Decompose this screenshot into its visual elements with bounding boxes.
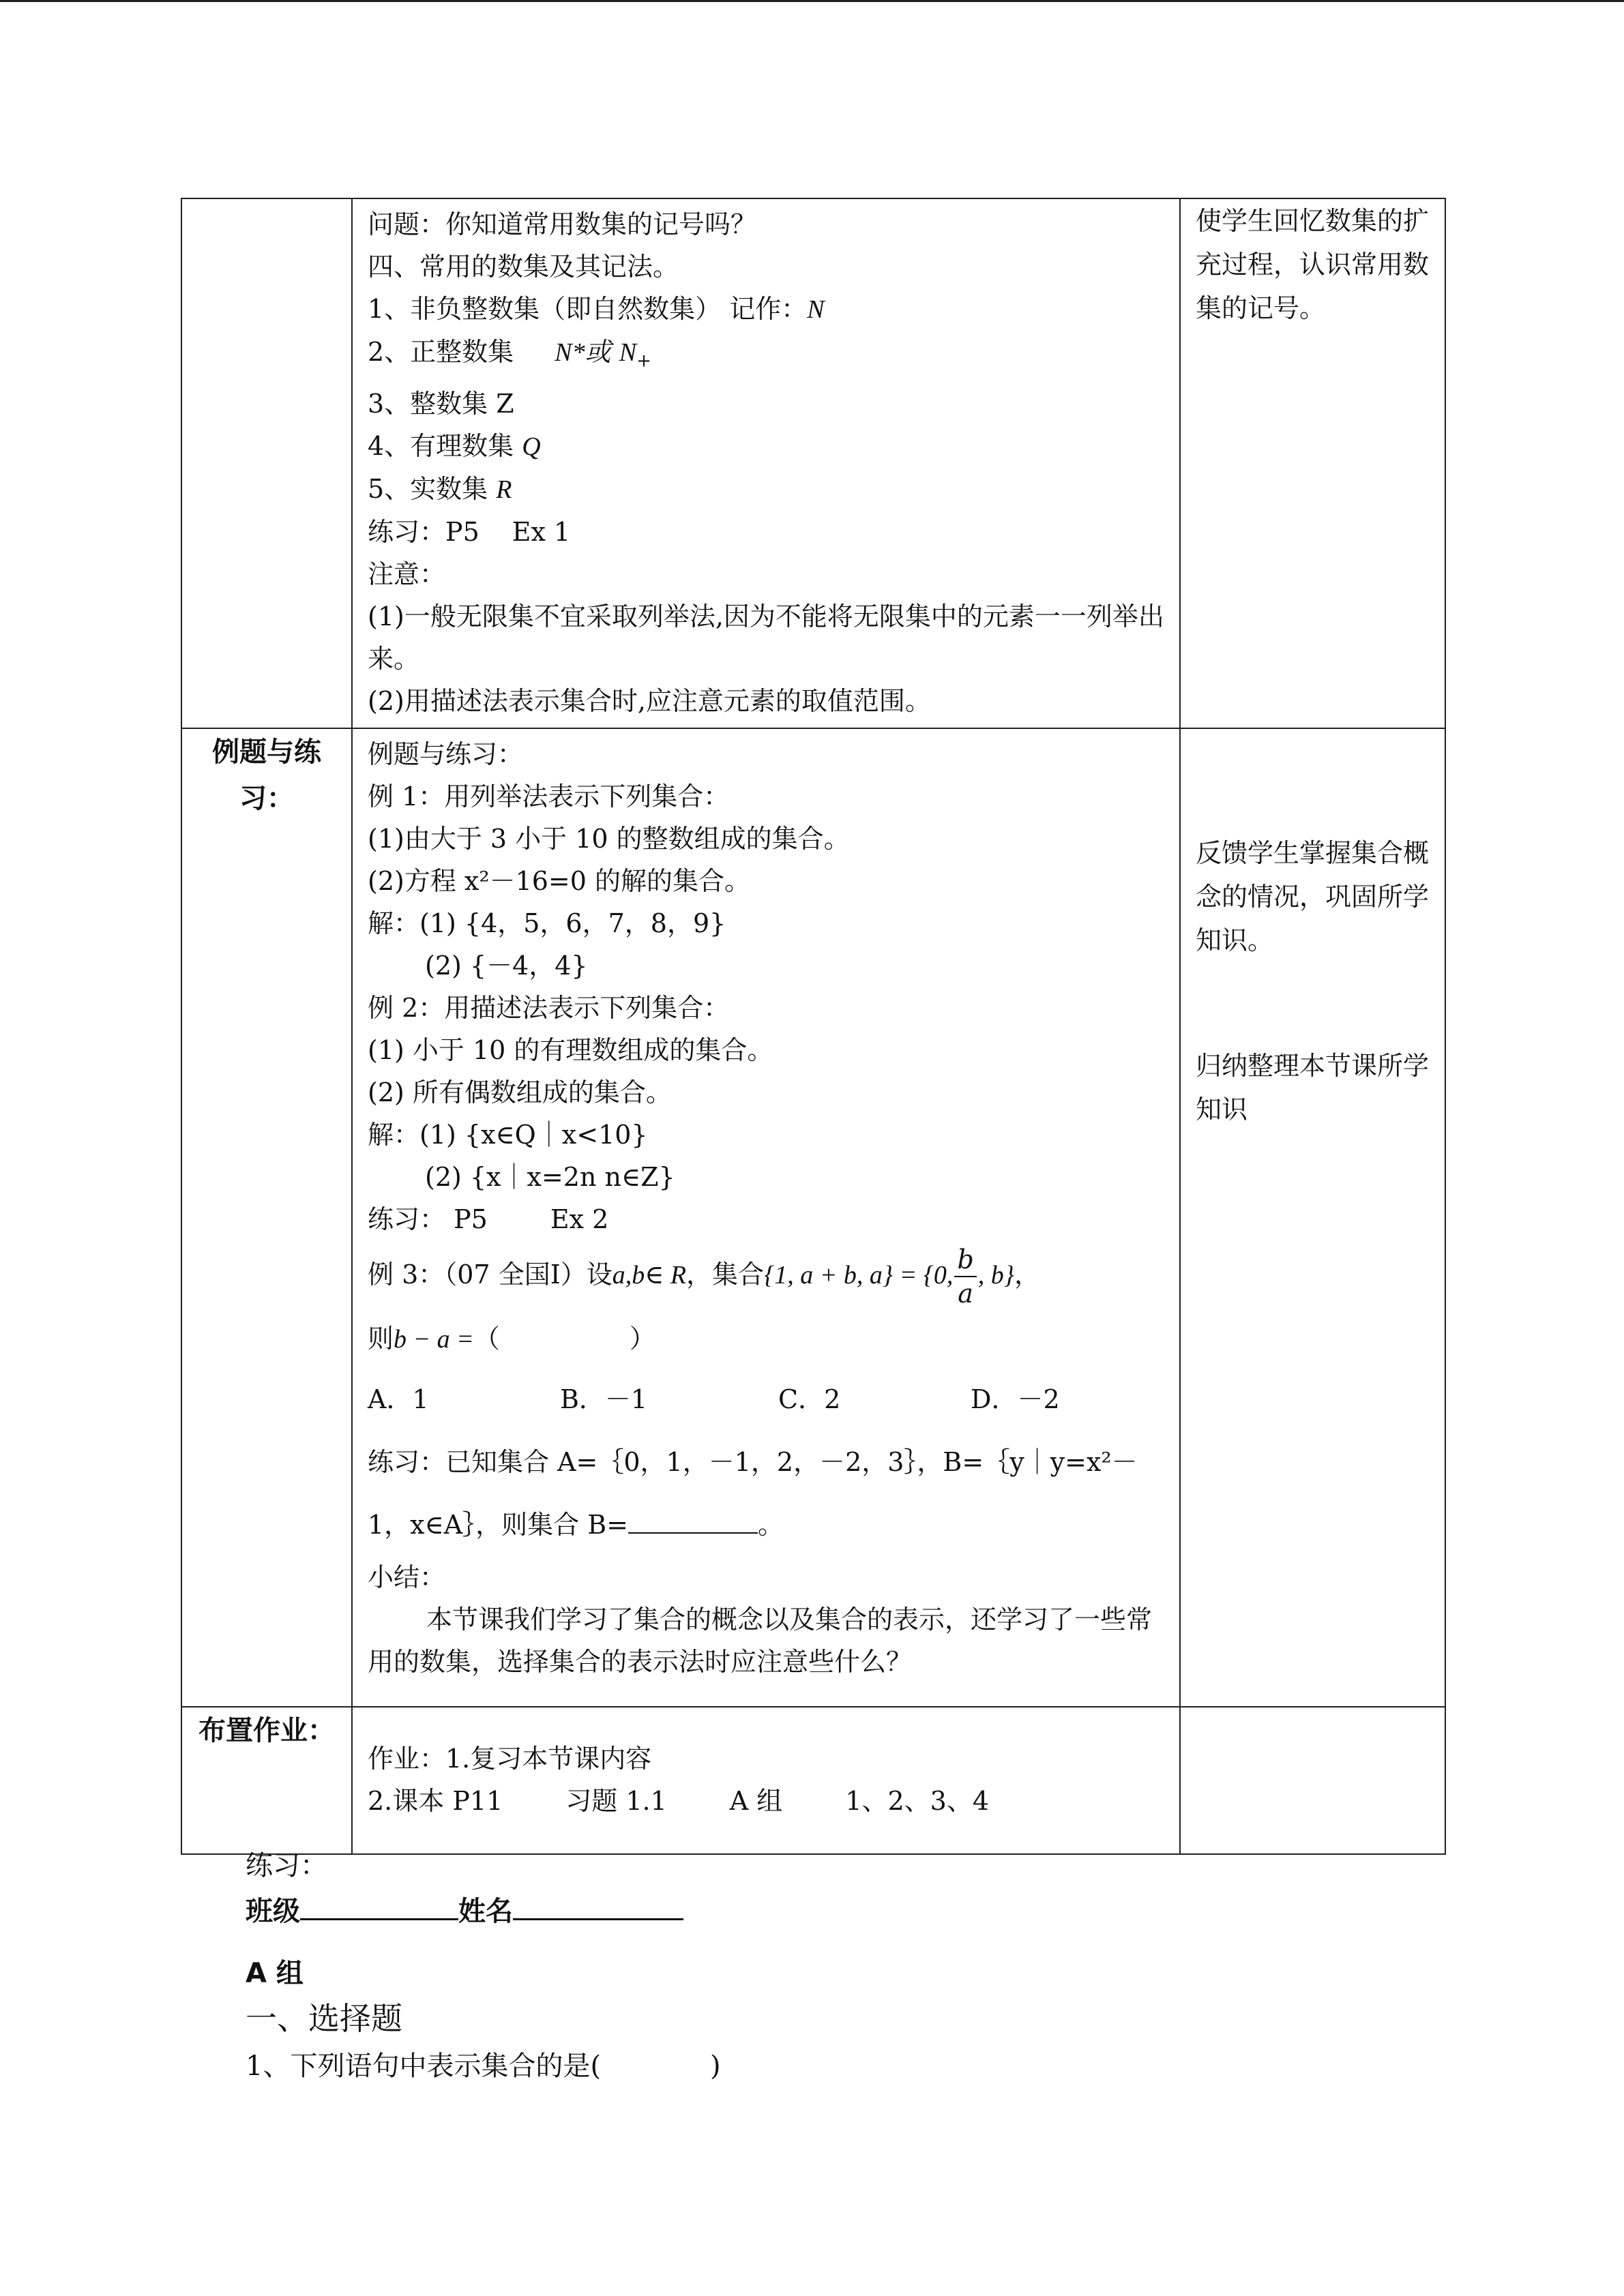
example-2: 例 2：用描述法表示下列集合： (368, 992, 730, 1023)
homework-label: 布置作业： (181, 1707, 352, 1854)
example-2-a1: 解：(1) {x∈Q｜x<10} (368, 1119, 648, 1150)
examples-content (352, 728, 1180, 1707)
examples-title: 例题与练习： (368, 739, 524, 769)
row-number-sets (181, 198, 1445, 728)
number-sets-note: 使学生回忆数集的扩充过程，认识常用数集的记号。 (1180, 198, 1445, 728)
homework-content (352, 1707, 1180, 1854)
option-d: D．－2 (971, 1384, 1060, 1415)
group-a-heading: A 组 (246, 1958, 304, 1989)
example-2-q1: (1) 小于 10 的有理数组成的集合。 (368, 1034, 773, 1065)
answer-blank (628, 1505, 758, 1534)
class-label: 班级 (246, 1896, 300, 1927)
lesson-plan-table (181, 198, 1446, 1855)
set-rational: 4、有理数集 Q (368, 430, 541, 461)
example-1: 例 1：用列举法表示下列集合： (368, 781, 730, 811)
number-sets-content (352, 198, 1180, 728)
example-3-options (368, 1368, 1167, 1431)
heading-number-sets: 四、常用的数集及其记法。 (368, 252, 679, 282)
set-natural: 1、非负整数集（即自然数集） 记作：N (368, 294, 825, 324)
attention-1: (1)一般无限集不宜采取列举法,因为不能将无限集中的元素一一列举出来。 (368, 601, 1164, 674)
homework-line-1: 作业：1.复习本节课内容 (368, 1743, 652, 1774)
example-3-ask: 则b − a =（ ） (368, 1324, 655, 1354)
question-1: 1、下列语句中表示集合的是( ) (246, 2051, 721, 2082)
example-1-q1: (1)由大于 3 小于 10 的整数组成的集合。 (368, 823, 850, 854)
examples-note-feedback: 反馈学生掌握集合概念的情况，巩固所学知识。 (1196, 837, 1430, 955)
section-choice-heading: 一、选择题 (246, 2000, 402, 2037)
summary-title: 小结： (368, 1562, 446, 1593)
example-1-a1: 解：(1) {4，5，6，7，8，9} (368, 908, 726, 938)
name-label: 姓名 (458, 1896, 513, 1927)
example-2-a2: (2) {x｜x=2n n∈Z} (425, 1161, 675, 1192)
name-blank (513, 1888, 683, 1920)
example-1-q2: (2)方程 x²－16=0 的解的集合。 (368, 865, 751, 896)
set-positive-int: 2、正整数集 N*或 $N_+$ (368, 337, 651, 372)
homework-line-2: 2.课本 P11 习题 1.1 A 组 1、2、3、4 (368, 1785, 990, 1816)
option-a: A．1 (368, 1384, 429, 1415)
examples-note-summary: 归纳整理本节课所学知识 (1196, 1050, 1430, 1124)
summary-text: 本节课我们学习了集合的概念以及集合的表示，还学习了一些常用的数集，选择集合的表示法时应注意些什么？ (368, 1605, 1153, 1678)
example-2-q2: (2) 所有偶数组成的集合。 (368, 1077, 672, 1107)
attention-title: 注意： (368, 558, 446, 589)
fraction-b-over-a: $\frac{b}{a}$ (954, 1243, 976, 1310)
set-integer: 3、整数集 Z (368, 388, 514, 419)
row-examples (181, 728, 1445, 1707)
attention-2: (2)用描述法表示集合时,应注意元素的取值范围。 (368, 685, 931, 716)
option-c: C．2 (778, 1384, 841, 1415)
worksheet-header (246, 1843, 721, 2089)
practice-heading: 练习： (246, 1850, 327, 1881)
practice-ex1: 练习：P5 Ex 1 (368, 516, 571, 547)
set-real: 5、实数集 R (368, 473, 512, 504)
class-name-row (246, 1888, 721, 1933)
homework-note-empty (1180, 1707, 1445, 1854)
class-blank (300, 1888, 458, 1920)
practice-set-b-2: 1，x∈A｝，则集合 B= 。 (368, 1493, 1167, 1556)
practice-ex2: 练习： P5 Ex 2 (368, 1204, 609, 1234)
row-label-empty (181, 198, 352, 728)
question-line: 问题：你知道常用数集的记号吗？ (368, 209, 757, 239)
examples-label: 例题与练习： (181, 728, 352, 1707)
practice-set-b-1: 练习：已知集合 A=｛0，1，－1，2，－2，3｝，B=｛y｜y=x²－ (368, 1447, 1138, 1478)
option-b: B．－1 (560, 1384, 648, 1415)
examples-note (1180, 728, 1445, 1707)
row-homework (181, 1707, 1445, 1854)
example-3: 例 3：（07 全国Ⅰ）设a,b∈ R，集合{1, a + b, a} = {0, $\frac{b}{a}$ , b}， (368, 1244, 1040, 1309)
example-1-a2: (2) {－4，4} (425, 950, 588, 981)
